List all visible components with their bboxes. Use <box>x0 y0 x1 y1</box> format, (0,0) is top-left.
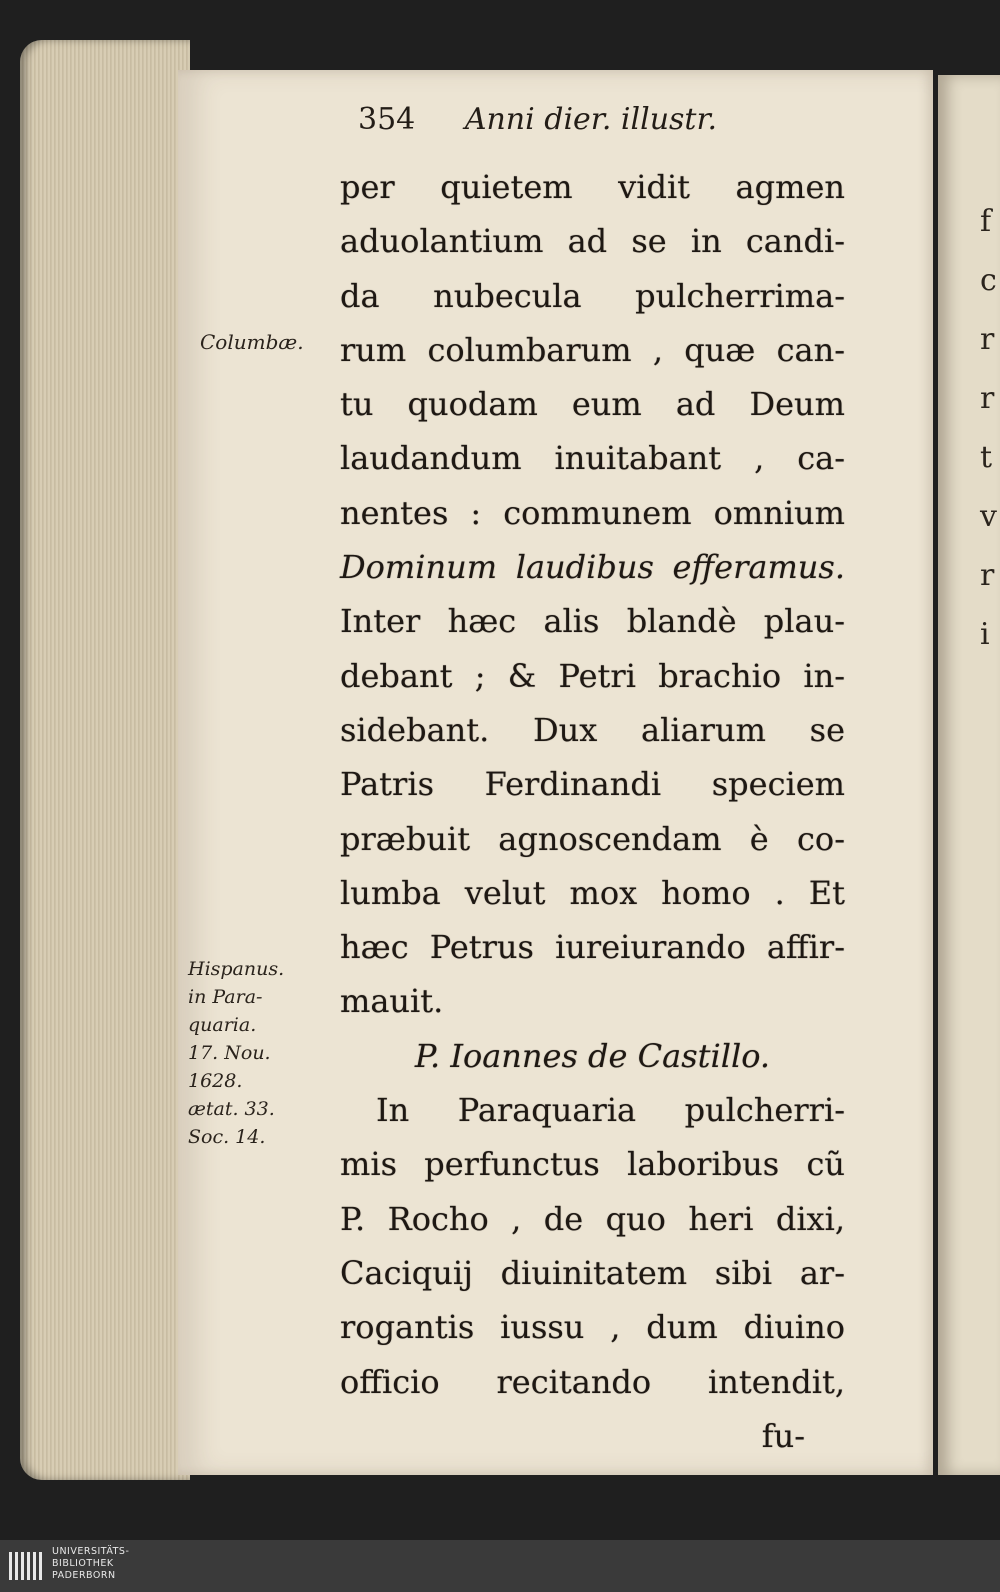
book-page-edges <box>20 40 190 1480</box>
library-footer <box>0 1540 1000 1592</box>
library-name-line: BIBLIOTHEK <box>52 1558 114 1569</box>
facing-page-letters: f c r r t v r i <box>980 204 997 652</box>
section-heading: P. Ioannes de Castillo. <box>414 1036 771 1075</box>
text-line: lumba velut mox homo . Et <box>340 873 845 912</box>
body-text <box>340 160 845 1463</box>
page-header <box>358 102 717 137</box>
page-number: 354 <box>358 102 416 137</box>
text-line: In Paraquaria pulcherri- <box>376 1091 845 1130</box>
margin-note-line: Soc. 14. <box>188 1126 266 1148</box>
text-line: rum columbarum , quæ can- <box>340 330 845 369</box>
text-line: Dominum laudibus efferamus. <box>340 548 845 587</box>
margin-note-line: 17. Nou. <box>188 1042 271 1064</box>
text-line: P. Rocho , de quo heri dixi, <box>340 1199 845 1238</box>
text-line: aduolantium ad se in candi- <box>340 222 845 261</box>
margin-note-line: quaria. <box>188 1014 257 1036</box>
text-line: tu quodam eum ad Deum <box>340 385 845 424</box>
text-line: præbuit agnoscendam è co- <box>340 819 845 858</box>
text-line: laudandum inuitabant , ca- <box>340 439 845 478</box>
text-line: Patris Ferdinandi speciem <box>340 765 845 804</box>
text-line: Caciquij diuinitatem sibi ar- <box>340 1253 845 1292</box>
text-line: nentes : communem omnium <box>340 493 845 532</box>
text-line: hæc Petrus iureiurando affir- <box>340 928 845 967</box>
text-line: debant ; & Petri brachio in- <box>340 656 845 695</box>
text-line: per quietem vidit agmen <box>340 168 845 206</box>
text-line: mauit. <box>340 982 444 1021</box>
margin-note-line: in Para- <box>188 986 263 1008</box>
text-line: rogantis iussu , dum diuino <box>340 1308 845 1347</box>
margin-note-hispanus <box>188 955 284 1151</box>
text-line: da nubecula pulcherrima- <box>340 276 845 315</box>
margin-note-line: ætat. 33. <box>188 1098 275 1120</box>
text-line: Inter hæc alis blandè plau- <box>340 602 845 641</box>
margin-note-columbae: Columbæ. <box>200 330 304 354</box>
running-title: Anni dier. illustr. <box>464 102 718 137</box>
library-name-line: UNIVERSITÄTS- <box>52 1546 130 1557</box>
margin-note-line: Hispanus. <box>188 958 285 980</box>
catchword: fu- <box>761 1416 805 1455</box>
library-name <box>52 1546 129 1582</box>
text-line: sidebant. Dux aliarum se <box>340 710 845 749</box>
library-name-line: PADERBORN <box>52 1570 116 1581</box>
library-logo-icon <box>8 1548 44 1584</box>
margin-note-line: 1628. <box>188 1070 243 1092</box>
text-line: mis perfunctus laboribus cũ <box>340 1145 845 1184</box>
text-line: officio recitando intendit, <box>340 1362 845 1401</box>
